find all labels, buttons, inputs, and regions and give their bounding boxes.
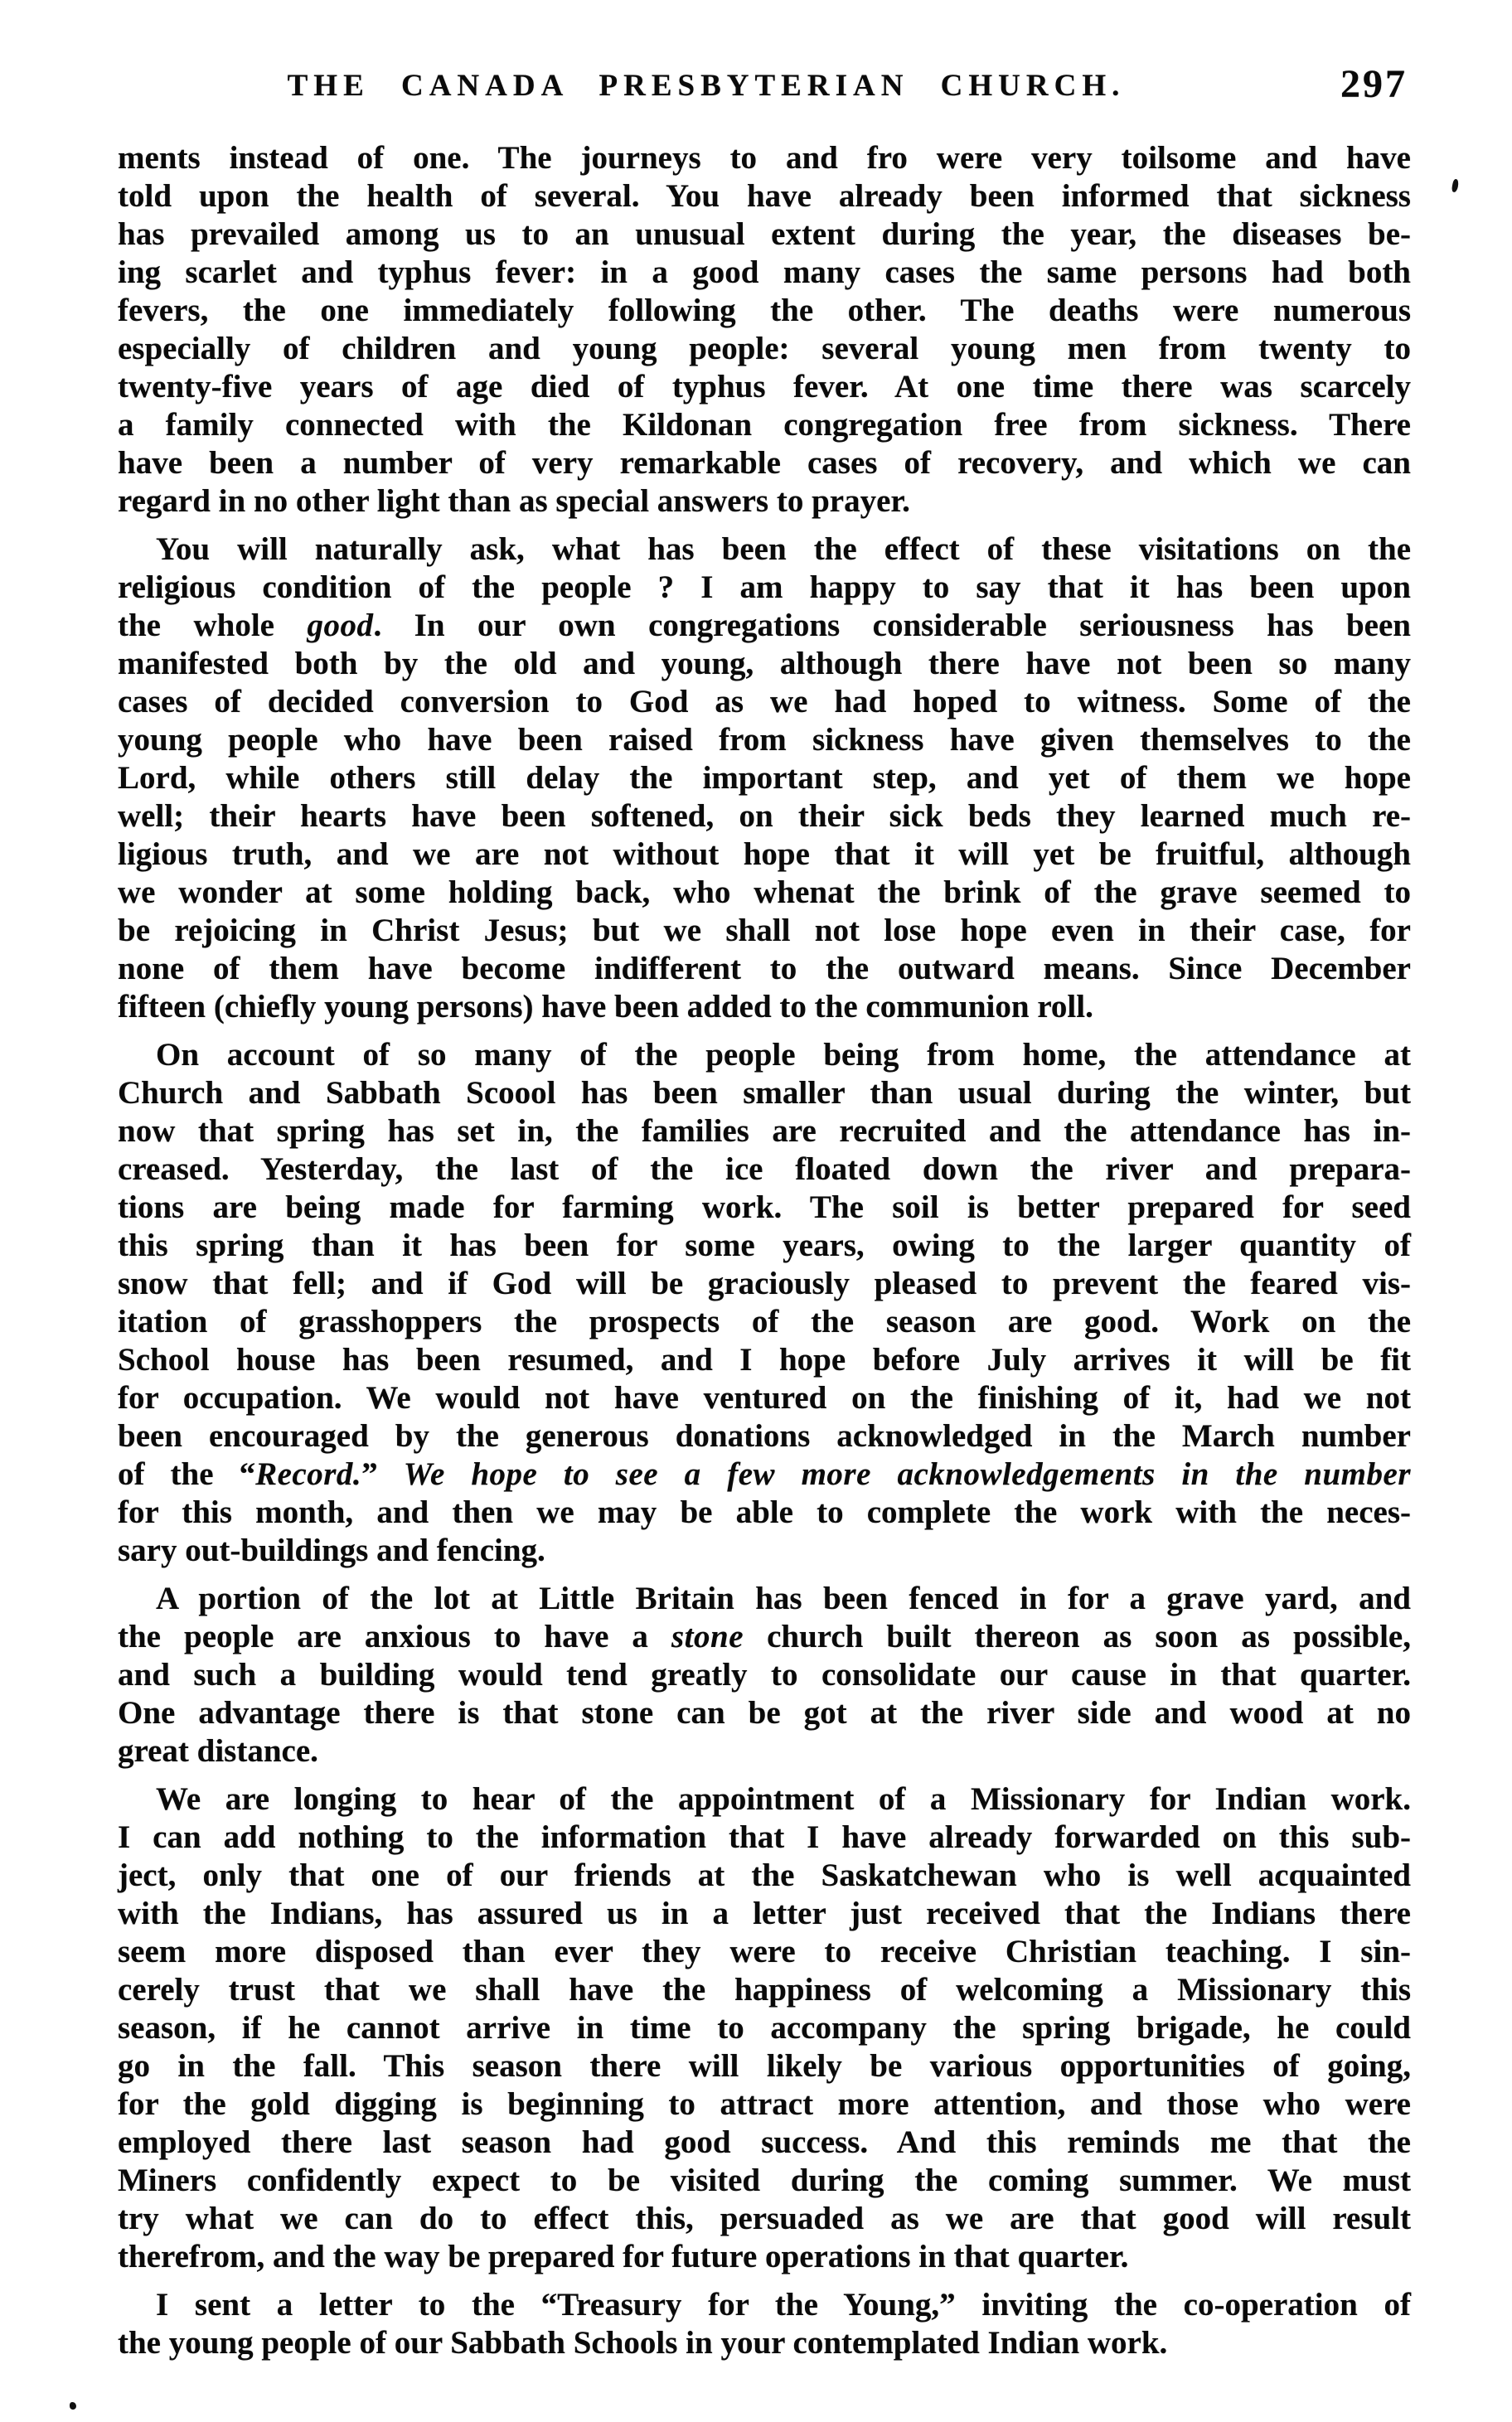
text-line: been encouraged by the generous donations acknowledged in the March number bbox=[118, 1418, 1411, 1454]
text-line: of the “Record.” We hope to see a few more acknowledgements in the number bbox=[118, 1456, 1411, 1492]
text-line: fifteen (chiefly young persons) have been added to the communion roll. bbox=[118, 989, 1093, 1025]
ink-speck-bottom-left bbox=[70, 2402, 76, 2410]
text-line: great distance. bbox=[118, 1733, 318, 1769]
text-line: ments instead of one. The journeys to and fro were very toilsome and have bbox=[118, 140, 1411, 176]
ink-speck-top-right bbox=[1451, 178, 1459, 192]
text-line: snow that fell; and if God will be graciously pleased to prevent the feared vis- bbox=[118, 1266, 1411, 1301]
text-line: manifested both by the old and young, although there have not been so many bbox=[118, 646, 1411, 681]
text-line: the young people of our Sabbath Schools in your contemplated Indian work. bbox=[118, 2325, 1168, 2361]
text-line: creased. Yesterday, the last of the ice floated down the river and prepara- bbox=[118, 1151, 1411, 1187]
text-line: I can add nothing to the information that I have already forwarded on this sub- bbox=[118, 1819, 1411, 1855]
text-line: sary out-buildings and fencing. bbox=[118, 1533, 545, 1568]
text-line: for the gold digging is beginning to attract more attention, and those who were bbox=[118, 2086, 1411, 2122]
paragraph bbox=[118, 1580, 1411, 1770]
text-line: has prevailed among us to an unusual extent during the year, the diseases be- bbox=[118, 216, 1411, 252]
text-line: season, if he cannot arrive in time to accompany the spring brigade, he could bbox=[118, 2010, 1411, 2046]
text-line: well; their hearts have been softened, on their sick beds they learned much re- bbox=[118, 798, 1411, 834]
text-line: have been a number of very remarkable cases of recovery, and which we can bbox=[118, 445, 1411, 481]
text-line: cases of decided conversion to God as we had hoped to witness. Some of the bbox=[118, 684, 1411, 719]
text-line: religious condition of the people ? I am happy to say that it has been upon bbox=[118, 569, 1411, 605]
text-line: One advantage there is that stone can be got at the river side and wood at no bbox=[118, 1695, 1411, 1731]
text-line: itation of grasshoppers the prospects of the season are good. Work on the bbox=[118, 1304, 1411, 1339]
text-line: regard in no other light than as special answers to prayer. bbox=[118, 483, 910, 519]
text-line: go in the fall. This season there will likely be various opportunities of going, bbox=[118, 2048, 1411, 2084]
page-header bbox=[118, 0, 1411, 116]
text-line: especially of children and young people: several young men from twenty to bbox=[118, 331, 1411, 366]
text-line: Lord, while others still delay the important step, and yet of them we hope bbox=[118, 760, 1411, 796]
text-line: We are longing to hear of the appointment of a Missionary for Indian work. bbox=[156, 1781, 1411, 1817]
text-line: try what we can do to effect this, persuaded as we are that good will result bbox=[118, 2201, 1411, 2236]
text-line: Church and Sabbath Scoool has been smaller than usual during the winter, but bbox=[118, 1075, 1411, 1111]
text-line: A portion of the lot at Little Britain has been fenced in for a grave yard, and bbox=[156, 1581, 1411, 1616]
paragraph bbox=[118, 1036, 1411, 1570]
text-line: I sent a letter to the “Treasury for the Young,” inviting the co-operation of bbox=[156, 2287, 1411, 2323]
text-line: employed there last season had good success. And this reminds me that the bbox=[118, 2124, 1411, 2160]
text-line: this spring than it has been for some years, owing to the larger quantity of bbox=[118, 1228, 1411, 1263]
text-line: twenty-five years of age died of typhus fever. At one time there was scarcely bbox=[118, 369, 1411, 404]
text-line: the people are anxious to have a stone church built thereon as soon as possible, bbox=[118, 1619, 1411, 1654]
text-line: School house has been resumed, and I hope before July arrives it will be fit bbox=[118, 1342, 1411, 1378]
text-line: now that spring has set in, the families are recruited and the attendance has in- bbox=[118, 1113, 1411, 1149]
text-line: and such a building would tend greatly to consolidate our cause in that quarter. bbox=[118, 1657, 1411, 1693]
text-line: therefrom, and the way be prepared for future operations in that quarter. bbox=[118, 2239, 1129, 2274]
text-line: seem more disposed than ever they were to receive Christian teaching. I sin- bbox=[118, 1934, 1411, 1969]
text-line: ing scarlet and typhus fever: in a good many cases the same persons had both bbox=[118, 254, 1411, 290]
running-title: THE CANADA PRESBYTERIAN CHURCH. bbox=[287, 69, 1126, 103]
text-line: for this month, and then we may be able to complete the work with the neces- bbox=[118, 1494, 1411, 1530]
page-number: 297 bbox=[1340, 62, 1408, 106]
text-line: we wonder at some holding back, who whenat the brink of the grave seemed to bbox=[118, 874, 1411, 910]
text-line: You will naturally ask, what has been the effect of these visitations on the bbox=[156, 531, 1411, 567]
paragraph bbox=[118, 139, 1411, 521]
text-line: be rejoicing in Christ Jesus; but we shall not lose hope even in their case, for bbox=[118, 913, 1411, 948]
text-line: for occupation. We would not have ventured on the finishing of it, had we not bbox=[118, 1380, 1411, 1416]
text-line: a family connected with the Kildonan congregation free from sickness. There bbox=[118, 407, 1411, 443]
paragraph bbox=[118, 2286, 1411, 2362]
text-line: the whole good. In our own congregations considerable seriousness has been bbox=[118, 608, 1411, 643]
text-line: ject, only that one of our friends at the Saskatchewan who is well acquainted bbox=[118, 1858, 1411, 1893]
text-line: fevers, the one immediately following the other. The deaths were numerous bbox=[118, 293, 1411, 328]
text-line: young people who have been raised from sickness have given themselves to the bbox=[118, 722, 1411, 758]
page-body bbox=[118, 139, 1411, 2362]
text-line: with the Indians, has assured us in a letter just received that the Indians there bbox=[118, 1896, 1411, 1931]
text-line: On account of so many of the people being from home, the attendance at bbox=[156, 1037, 1411, 1073]
text-line: Miners confidently expect to be visited during the coming summer. We must bbox=[118, 2163, 1411, 2198]
text-line: none of them have become indifferent to the outward means. Since December bbox=[118, 951, 1411, 986]
paragraph bbox=[118, 1780, 1411, 2276]
text-line: cerely trust that we shall have the happiness of welcoming a Missionary this bbox=[118, 1972, 1411, 2008]
text-line: ligious truth, and we are not without hope that it will yet be fruitful, although bbox=[118, 836, 1411, 872]
text-line: tions are being made for farming work. The soil is better prepared for seed bbox=[118, 1189, 1411, 1225]
text-line: told upon the health of several. You have already been informed that sickness bbox=[118, 178, 1411, 214]
paragraph bbox=[118, 530, 1411, 1026]
